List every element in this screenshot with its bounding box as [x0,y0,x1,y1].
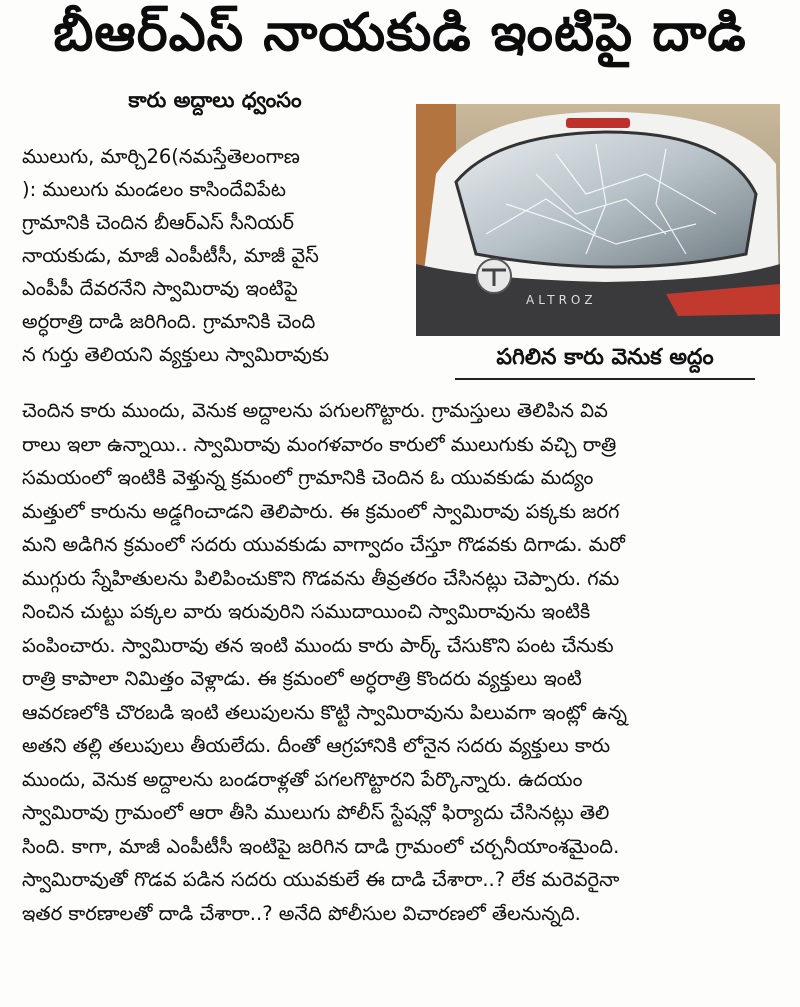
article-text-line: సమయంలో ఇంటికి వెళ్తున్న క్రమంలో గ్రామానికి చెందిన ఓ యువకుడు మద్యం [22,466,594,489]
article-body-wide [22,394,778,930]
article-text-line: న గుర్తు తెలియని వ్యక్తులు స్వామిరావుకు [22,343,329,366]
article-text-line: ): ములుగు మండలం కాసిందేవిపేట [22,178,286,201]
article-text-line: ముందు, వెనుక అద్దాలను బండరాళ్లతో పగలగొట్టారని పేర్కొన్నారు. ఉదయం [22,767,583,791]
article-text-line: గ్రామానికి చెందిన బీఆర్ఎస్ సీనియర్ [22,211,294,234]
article-text-line: పంపించారు. స్వామిరావు తన ఇంటి ముందు కారు పార్క్ చేసుకొని పంట చేనుకు [22,633,614,657]
article-text-line: నాయకుడు, మాజీ ఎంపీటీసీ, మాజీ వైస్ [22,244,319,267]
article-text-line: సింది. కాగా, మాజీ ఎంపీటీసీ ఇంటిపై జరిగిన దాడి గ్రామంలో చర్చనీయాంశమైంది. [22,834,620,858]
article-text-line: ఆవరణలోకి చొరబడి ఇంటి తలుపులను కొట్టి స్వామిరావును పిలువగా ఇంట్లో ఉన్న [22,700,628,724]
article-text-line: మని అడిగిన క్రమంలో సదరు యువకుడు వాగ్వాదం చేస్తూ గొడవకు దిగాడు. మరో [22,533,625,556]
headline: బీఆర్ఎస్ నాయకుడి ఇంటిపై దాడి [53,2,747,63]
subheading: కారు అద్దాలు ధ్వంసం [128,88,302,112]
article-text-line: నించిన చుట్టు పక్కల వారు ఇరువురిని సముదాయించి స్వామిరావును ఇంటికి [22,600,591,623]
article-text-line: అర్ధరాత్రి దాడి జరిగింది. గ్రామానికి చెంది [22,310,316,333]
article-text-line: మత్తులో కారును అడ్డగించాడని తెలిపారు. ఈ క్రమంలో స్వామిరావు పక్కకు జరగ [22,499,620,523]
article-text-line: ములుగు, మార్చి26(నమస్తేతెలంగాణ [22,145,300,168]
photo-caption: పగిలిన కారు వెనుక అద్దం [455,345,755,380]
article-text-line: రాలు ఇలా ఉన్నాయి.. స్వామిరావు మంగళవారం కారులో ములుగుకు వచ్చి రాత్రి [22,432,617,456]
car-badge-text: ALTROZ [526,293,597,307]
article-text-line: రాత్రి కాపాలా నిమిత్తం వెళ్లాడు. ఈ క్రమంలో అర్ధరాత్రి కొందరు వ్యక్తులు ఇంటి [22,667,582,690]
article-text-line: స్వామిరావుతో గొడవ పడిన సదరు యువకులే ఈ దాడి చేశారా..? లేక మరెవరైనా [22,868,620,891]
news-photo [416,104,780,336]
article-text-line: అతని తల్లి తలుపులు తీయలేదు. దీంతో ఆగ్రహానికి లోనైన సదరు వ్యక్తులు కారు [22,734,611,757]
article-body-narrow [22,140,408,371]
article-text-line: ఇతర కారణాలతో దాడి చేశారా..? అనేది పోలీసుల విచారణలో తేలనున్నది. [22,901,581,925]
article-text-line: చెందిన కారు ముందు, వెనుక అద్దాలను పగులగొట్టారు. గ్రామస్తులు తెలిపిన వివ [22,399,608,422]
article-text-line: ముగ్గురు స్నేహితులను పిలిపించుకొని గొడవను తీవ్రతరం చేసినట్లు చెప్పారు. గమ [22,566,620,590]
car-rear-photo [416,104,780,336]
article-text-line: ఎంపీపీ దేవరనేని స్వామిరావు ఇంటిపై [22,277,298,300]
article-text-line: స్వామిరావు గ్రామంలో ఆరా తీసి ములుగు పోలీస్ స్టేషన్లో ఫిర్యాదు చేసినట్లు తెలి [22,801,610,824]
